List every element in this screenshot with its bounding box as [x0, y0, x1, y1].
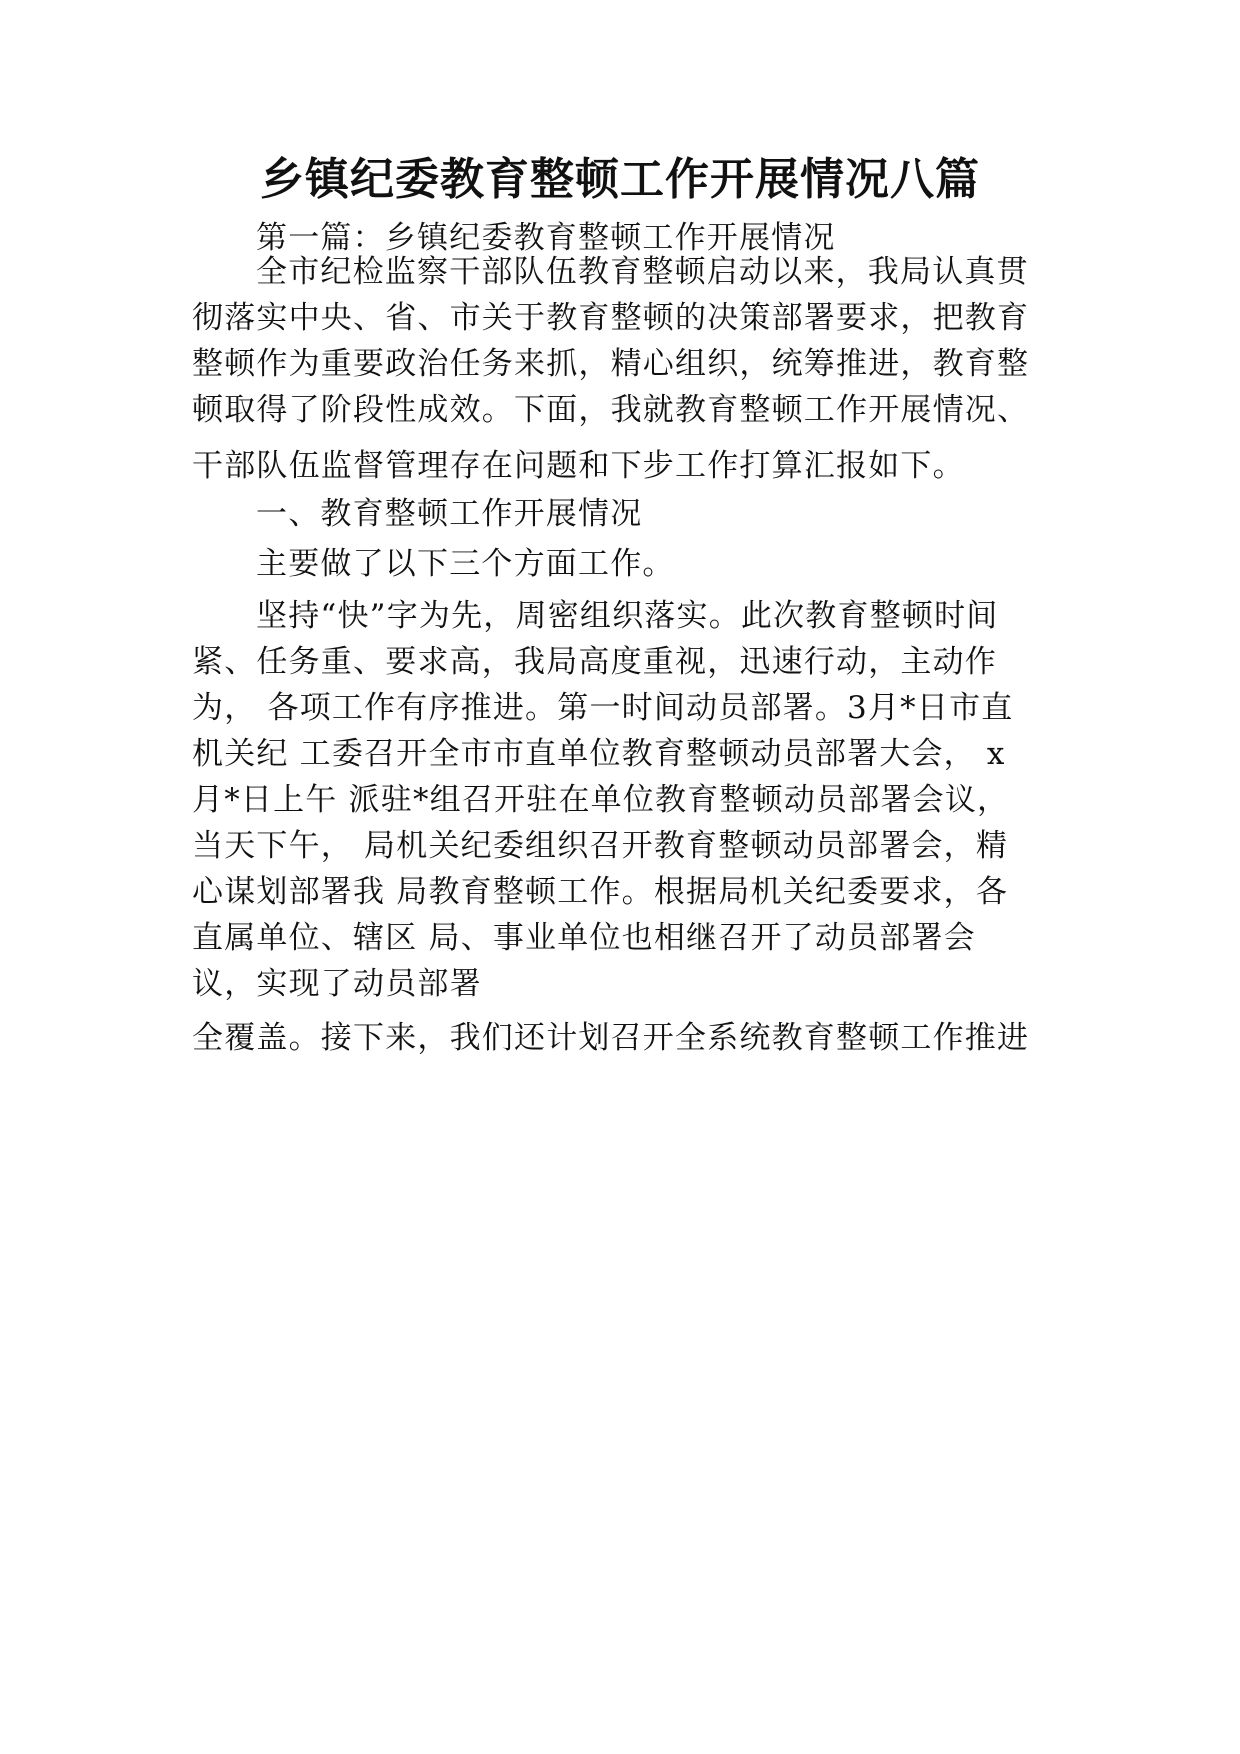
paragraph-line: 直属单位、辖区 局、事业单位也相继召开了动员部署会 [192, 920, 976, 956]
paragraph-line: 机关纪 工委召开全市市直单位教育整顿动员部署大会， x [192, 736, 1006, 772]
paragraph-line: 紧、任务重、要求高，我局高度重视，迅速行动，主动作 [192, 644, 997, 680]
paragraph-line: 当天下午， 局机关纪委组织召开教育整顿动员部署会，精 [192, 828, 1009, 864]
paragraph-line: 坚持“快”字为先，周密组织落实。此次教育整顿时间 [256, 598, 999, 634]
paragraph-line: 彻落实中央、省、市关于教育整顿的决策部署要求，把教育 [192, 300, 1030, 336]
paragraph-line: 为， 各项工作有序推进。第一时间动员部署。3月*日市直 [192, 690, 1014, 726]
paragraph-line: 顿取得了阶段性成效。下面，我就教育整顿工作开展情况、 [192, 392, 1030, 428]
paragraph-line: 主要做了以下三个方面工作。 [256, 546, 675, 582]
paragraph-line: 议，实现了动员部署 [192, 966, 482, 1002]
paragraph-line: 心谋划部署我 局教育整顿工作。根据局机关纪委要求，各 [192, 874, 1009, 910]
paragraph-line: 月*日上午 派驻*组召开驻在单位教育整顿动员部署会议， [192, 782, 1010, 818]
paragraph-line: 全市纪检监察干部队伍教育整顿启动以来，我局认真贯 [256, 254, 1029, 290]
section-heading-part-1: 第一篇：乡镇纪委教育整顿工作开展情况 [256, 220, 836, 256]
paragraph-line: 干部队伍监督管理存在问题和下步工作打算汇报如下。 [192, 448, 965, 484]
document-title: 乡镇纪委教育整顿工作开展情况八篇 [260, 154, 980, 205]
section-heading: 一、教育整顿工作开展情况 [256, 496, 643, 532]
paragraph-line: 整顿作为重要政治任务来抓，精心组织，统筹推进，教育整 [192, 346, 1030, 382]
paragraph-line: 全覆盖。接下来，我们还计划召开全系统教育整顿工作推进 [192, 1020, 1030, 1056]
